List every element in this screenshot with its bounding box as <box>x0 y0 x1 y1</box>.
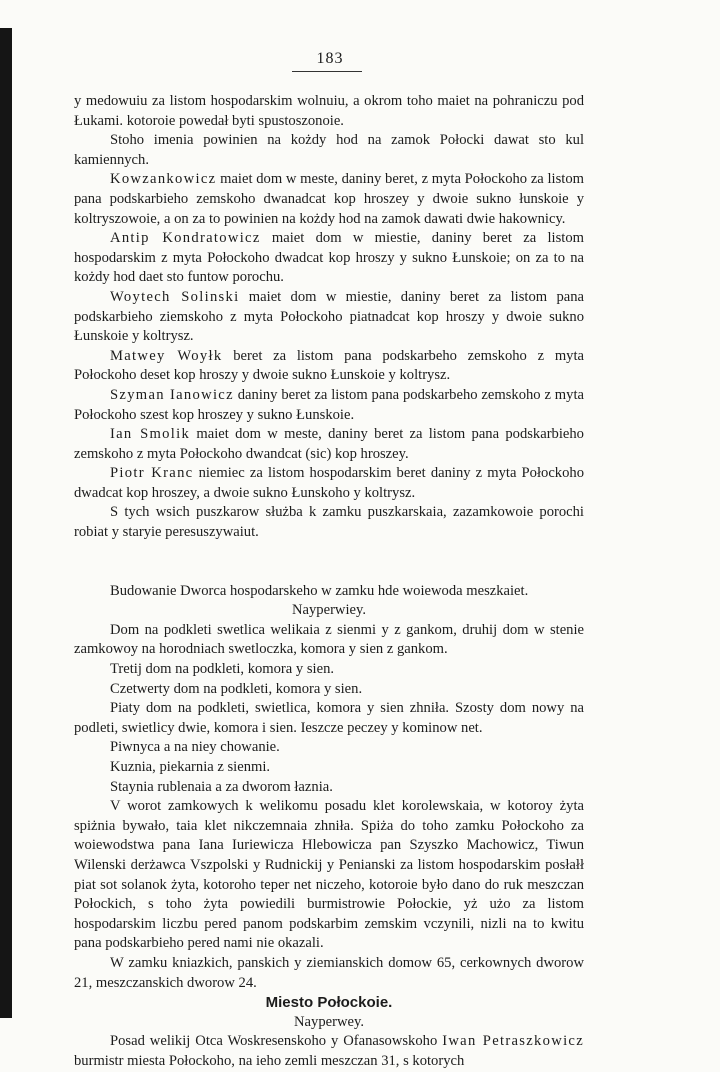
paragraph: Czetwerty dom na podkleti, komora y sien. <box>110 680 363 697</box>
person-name: Antip Kondratowicz <box>110 230 261 247</box>
paragraph: Ian Smolik maiet dom w meste, daniny beret za listom pana podskarbieho zemskoho z myta Połockoho dwandcat (sic) kop hroszey. <box>74 426 584 462</box>
person-name: Ian Smolik <box>110 426 191 443</box>
person-name: Piotr Kranc <box>110 465 194 482</box>
paragraph: Szyman Ianowicz daniny beret za listom pana podskarbeho zemskoho z myta Połockoho szest kop hroszey y sukno Łunskoie. <box>74 386 584 423</box>
paragraph: Tretij dom na podkleti, komora y sien. <box>110 661 335 678</box>
paragraph: Woytech Solinski maiet dom w miestie, daniny beret za listom pana podskarbieho ziemskoho z myta Połockoho piatnadcat kop hroszy y dwoie sukno Łunskoie y koltrysz. <box>74 288 584 345</box>
paragraph: Stoho imenia powinien na kożdy hod na zamok Połocki dawat sto kul kamiennych. <box>74 132 584 168</box>
paragraph: Antip Kondratowicz maiet dom w miestie, daniny beret za listom hospodarskim z myta Połockoho dwadcat kop hroszy y sukno Łunskoie; on za to na kożdy hod daet sto funtow porochu. <box>74 230 584 286</box>
paragraph: V worot zamkowych k welikomu posadu klet korolewskaia, w kotoroy żyta spiżnia bywało, taia klet nikczemnaia zhniła. Spiża do toho zamku Połockoho za woiewodstwa pana Iana Iuriewicza Hlebowicza pan Szyszko Machowicz, Tiwun Wilenski derżawca Vszpolski y Rudnickij y Penianski za listom hospodarskim posłałł piat sot solanok żyta, kotoroho teper net niczeho, kotoroie było dano do ruk meszczan Połockich, s toho żyta powiedili burmistrowie Połockie, yż użo za listom hospodarskim liczbu pered panom podskarbim zemskim vczynili, nizli na to kwitu pana podskarbieho pered nami nie okazali. <box>74 798 584 952</box>
page-number-rule <box>292 71 362 72</box>
person-name: Szyman Ianowicz <box>110 386 234 403</box>
person-name: Kowzankowicz <box>110 171 217 188</box>
paragraph: Piotr Kranc niemiec za listom hospodarskim beret daniny z myta Połockoho dwadcat kop hroszey, a dwoie sukno Łunskoho y koltrysz. <box>74 465 584 501</box>
paragraph: Posad welikij Otca Woskresenskoho y Ofanasowskoho Iwan Petraszkowicz burmistr miesta Połockoho, na ieho zemli meszczan 31, s kotorych <box>74 1033 584 1069</box>
subheading: Nayperwiey. <box>291 602 367 619</box>
paragraph: y medowuiu za listom hospodarskim wolnuiu, a okrom toho maiet na pohraniczu pod Łukami. kotoroie powedał byti spustoszonoie. <box>74 93 584 129</box>
section-gap <box>74 543 584 582</box>
paragraph: Piaty dom na podkleti, swietlica, komora y sien zhniła. Szosty dom nowy na podleti, swietlicy dwie, komora i sien. Ieszcze peczey y kominow net. <box>74 700 584 736</box>
paragraph: Staynia rublenaia a za dworom łaznia. <box>110 778 333 795</box>
person-name: Woytech Solinski <box>110 288 240 305</box>
paragraph: Dom na podkleti swetlica welikaia z sienmi y z gankom, druhij dom w stenie zamkowoy na horodniach swetloczka, komora y sien z gankom. <box>74 621 584 658</box>
page-number: 183 <box>316 50 344 67</box>
section-heading: Budowanie Dworca hospodarskeho w zamku hde woiewoda meszkaiet. <box>110 582 529 599</box>
paragraph: Kuznia, piekarnia z sienmi. <box>110 759 271 775</box>
paragraph: Piwnyca a na niey chowanie. <box>110 739 280 756</box>
paragraph: S tych wsich puszkarow służba k zamku puszkarskaia, zazamkowoie porochi robiat y staryie peresuszywaiut. <box>74 504 584 541</box>
person-name: Iwan Petraszkowicz <box>442 1033 584 1050</box>
subheading: Nayperwey. <box>294 1013 364 1030</box>
page-body <box>74 92 584 1072</box>
page-edge-shadow <box>0 28 12 1018</box>
paragraph: Matwey Woyłk beret za listom pana podskarbeho zemskoho z myta Połockoho deset kop hroszy y dwoie sukno Łunskoie y koltrysz. <box>74 347 584 384</box>
section-title: Miesto Połockoie. <box>265 994 393 1012</box>
paragraph: Kowzankowicz maiet dom w meste, daniny beret, z myta Połockoho za listom pana podskarbieho zemskoho dwanadcat kop hroszey y dwoie sukno łunskoie y koltryszowoie, a on za to powinien na kożdy hod na zamok dawati dwie hakownicy. <box>74 171 584 227</box>
paragraph: W zamku kniazkich, panskich y ziemianskich domow 65, cerkownych dworow 21, meszczanskich dworow 24. <box>74 954 584 991</box>
person-name: Matwey Woyłk <box>110 347 223 364</box>
